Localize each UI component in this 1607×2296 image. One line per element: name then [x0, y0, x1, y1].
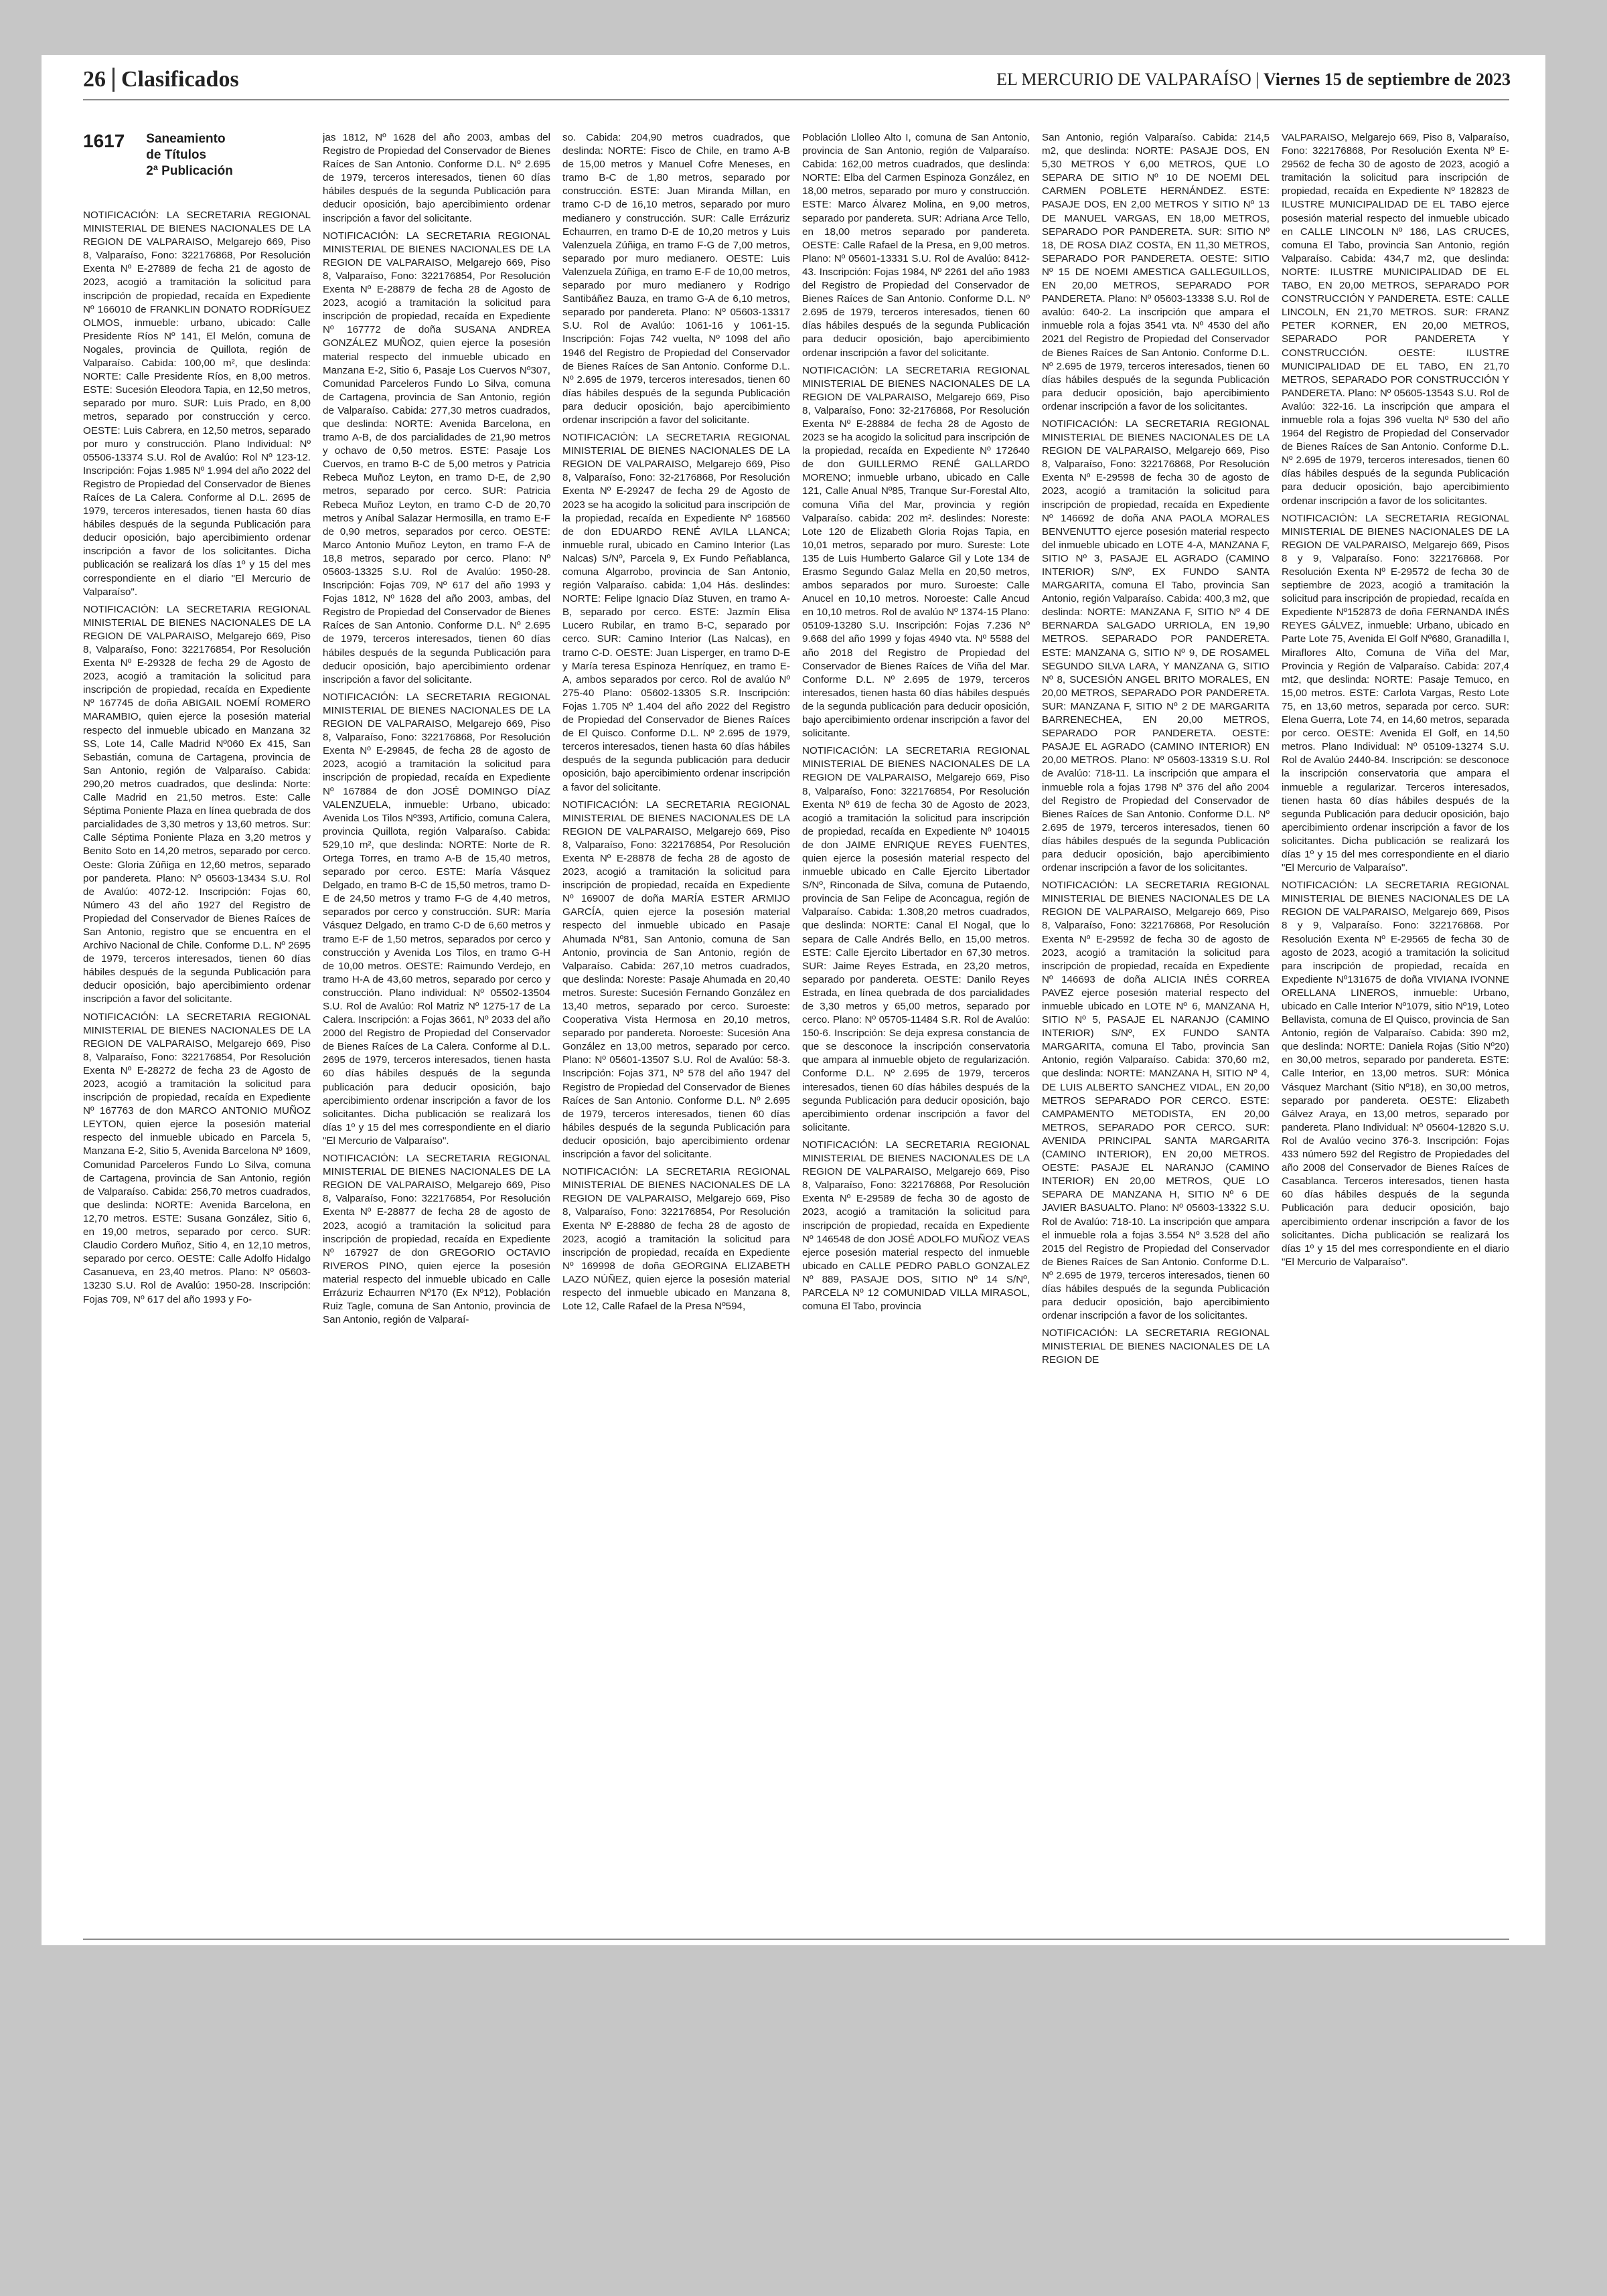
- classified-header: [83, 131, 311, 179]
- title-line-1: Saneamiento: [146, 132, 226, 146]
- notice-paragraph: NOTIFICACIÓN: LA SECRETARIA REGIONAL MINISTERIAL DE BIENES NACIONALES DE LA REGION DE VALPARAISO, Melgarejo 669, Piso 8, Valparaíso, Fono: 322176854, Por Resolución Exenta Nº E-28272 de fecha 23 de Agosto de 2023, acogió a tramitación la solicitud para inscripción de propiedad, recaída en Expediente Nº 167763 de don MARCO ANTONIO MUÑOZ LEYTON, quien ejerce la posesión material respecto del inmueble ubicado en Parcela 5, Manzana E-2, Sitio 5, Avenida Barcelona Nº 1609, Comunidad Parceleros Fundo Lo Silva, comuna de Cartagena, provincia de San Antonio, región de Valparaíso. Cabida: 256,70 metros cuadrados, que deslinda: NORTE: Avenida Barcelona, en 12,70 metros. ESTE: Susana González, Sitio 6, en 19,00 metros, separado por cerco. SUR: Claudio Cordero Muñoz, Sitio 4, en 12,10 metros, separado por cerco. OESTE: Calle Adolfo Hidalgo Casanueva, en 23,40 metros. Plano: Nº 05603-13230 S.U. Rol de Avalúo: 1950-28. Inscripción: Fojas 709, Nº 617 del año 1993 y Fo-: [83, 1011, 311, 1305]
- notice-paragraph: NOTIFICACIÓN: LA SECRETARIA REGIONAL MINISTERIAL DE BIENES NACIONALES DE LA REGION DE: [1042, 1327, 1270, 1366]
- title-line-2: de Títulos: [146, 148, 207, 162]
- notice-paragraph: NOTIFICACIÓN: LA SECRETARIA REGIONAL MINISTERIAL DE BIENES NACIONALES DE LA REGION DE VALPARAISO, Melgarejo 669, Piso 8, Valparaíso, Fono: 322176854, Por Resolución Exenta Nº E-29328 de fecha 29 de Agosto de 2023, acogió a tramitación la solicitud para inscripción de propiedad, recaída en Expediente Nº 167745 de doña ABIGAIL NOEMÍ ROMERO MARAMBIO, quien ejerce la posesión material respecto del inmueble ubicado en Manzana 32 SS, Lote 14, Calle Madrid Nº060 Ex 415, San Sebastián, comuna de Cartagena, provincia de San Antonio, región de Valparaíso. Cabida: 290,20 metros cuadrados, que deslinda: Norte: Calle Madrid en 21,50 metros. Este: Calle Séptima Poniente Plaza en línea quebrada de dos parcialidades de 3,30 metros y 13,60 metros. Sur: Calle Séptima Poniente Plaza en 3,20 metros y Benito Soto en 14,20 metros, separado por cerco. Oeste: Gloria Zúñiga en 12,60 metros, separado por pandereta. Plano: Nº 05603-13434 S.U. Rol de Avalúo: 4072-12. Inscripción: Fojas 60, Número 43 del año 1927 del Registro de Propiedad del Conservador de Bienes Raíces de San Antonio, registro que se encuentra en el Archivo Nacional de Chile. Conforme D.L. Nº 2695 de 1979, terceros interesados, tienen 60 días hábiles después de la segunda Publicación para deducir oposición, bajo apercibimiento ordenar inscripción a favor del solicitante.: [83, 603, 311, 1005]
- notice-paragraph: NOTIFICACIÓN: LA SECRETARIA REGIONAL MINISTERIAL DE BIENES NACIONALES DE LA REGION DE VALPARAISO, Melgarejo 669, Pisos 8 y 9, Valparaíso. Fono: 322176868. Por Resolución Exenta Nº E-29572 de fecha 30 de septiembre de 2023, acogió a tramitación la solicitud para inscripción de propiedad, recaída en Expediente Nº152873 de doña FERNANDA INÉS REYES GÁLVEZ, inmueble: Urbano, ubicado en Parte Lote 75, Avenida El Golf Nº680, Granadilla I, Miraflores Alto, Comuna de Viña del Mar, Provincia y Región de Valparaíso. Cabida: 207,4 mt2, que deslinda: NORTE: Pasaje Temuco, en 15,00 metros. ESTE: Carlota Vargas, Resto Lote 75, en 13,60 metros, separada por cerco. SUR: Elena Guerra, Lote 74, en 14,60 metros, separada por cerco. OESTE: Avenida El Golf, en 14,50 metros. Plano Individual: Nº 05109-13274 S.U. Rol de Avalúo 2440-84. Inscripción: se desconoce la inscripción conservatoria que ampara el inmueble a regularizar. Terceros interesados, tienen hasta 60 días hábiles después de la segunda Publicación para deducir oposición, bajo apercibimiento ordenar inscripción a favor de los solicitantes. Dicha publicación se realizará los días 1º y 15 del mes correspondiente en el diario "El Mercurio de Valparaíso".: [1282, 512, 1509, 874]
- classified-code: 1617: [83, 131, 125, 151]
- notice-paragraph: NOTIFICACIÓN: LA SECRETARIA REGIONAL MINISTERIAL DE BIENES NACIONALES DE LA REGION DE VALPARAISO, Melgarejo 669, Piso 8, Valparaíso, Fono: 322176854, Por Resolución Exenta Nº E-28878 de fecha 28 de agosto de 2023, acogió a tramitación la solicitud para inscripción de propiedad, recaída en Expediente Nº 169007 de doña MARÍA ESTER ARMIJO GARCÍA, quien ejerce la posesión material respecto del inmueble ubicado en Pasaje Ahumada Nº81, San Antonio, comuna de San Antonio, provincia de San Antonio, región de Valparaíso. Cabida: 267,10 metros cuadrados, que deslinda: Noreste: Pasaje Ahumada en 20,40 metros. Sureste: Sucesión Fernando González en 13,40 metros, separado por cerco. Suroeste: Cooperativa Vista Hermosa en 20,10 metros, separado por pandereta. Noroeste: Sucesión Ana González en 13,00 metros, separado por cerco. Plano: Nº 05601-13507 S.U. Rol de Avalúo: 58-3. Inscripción: Fojas 371, Nº 578 del año 1947 del Registro de Propiedad del Conservador de Bienes Raíces de San Antonio. Conforme D.L. Nº 2.695 de 1979, terceros interesados, tienen 60 días hábiles después de la segunda Publicación para deducir oposición, bajo apercibimiento ordenar inscripción a favor del solicitante.: [562, 799, 790, 1161]
- column-4: [802, 131, 1030, 1945]
- notice-paragraph: NOTIFICACIÓN: LA SECRETARIA REGIONAL MINISTERIAL DE BIENES NACIONALES DE LA REGION DE VALPARAISO, Melgarejo 669, Piso 8, Valparaíso, Fono: 32-2176868, Por Resolución Exenta Nº E-29247 de fecha 29 de Agosto de 2023 se ha acogido la solicitud para inscripción de la propiedad, recaída en Expediente Nº 168560 de don EDUARDO RENÉ AVILA LLANCA; inmueble rural, ubicado en Camino Interior (Las Nalcas) S/Nº, Parcela 9, Ex Fundo Peñablanca, comuna Algarrobo, provincia de San Antonio, región Valparaíso. cabida: 1,04 Hás. deslindes: NORTE: Felipe Ignacio Díaz Stuven, en tramo A-B, separado por cerco. ESTE: Jazmín Elisa Lucero Rubilar, en tramo B-C, separado por cerco. SUR: Camino Interior (Las Nalcas), en tramo C-D. OESTE: Juan Lisperger, en tramo D-E y María teresa Espinoza Henríquez, en tramo E-A, ambos separados por cerco. Rol de avalúo Nº 275-40 Plano: 05602-13305 S.R. Inscripción: Fojas 1.705 Nº 1.404 del año 2022 del Registro de Propiedad del Conservador de Bienes Raíces de El Quisco. Conforme D.L. Nº 2.695 de 1979, terceros interesados, tienen hasta 60 días hábiles después de la segunda publicación para deducir oposición, bajo apercibimiento ordenar inscripción a favor del solicitante.: [562, 432, 790, 793]
- classified-columns: [83, 131, 1509, 1945]
- notice-paragraph: jas 1812, Nº 1628 del año 2003, ambas del Registro de Propiedad del Conservador de Bienes Raíces de San Antonio. Conforme D.L. Nº 2.695 de 1979, terceros interesados, tienen 60 días hábiles después de la segunda Publicación para deducir oposición, bajo apercibimiento ordenar inscripción a favor del solicitante.: [323, 132, 550, 224]
- notice-paragraph: NOTIFICACIÓN: LA SECRETARIA REGIONAL MINISTERIAL DE BIENES NACIONALES DE LA REGION DE VALPARAISO, Melgarejo 669, Piso 8, Valparaíso, Fono: 32-2176868, Por Resolución Exenta Nº E-28884 de fecha 28 de Agosto de 2023 se ha acogido la solicitud para inscripción de la propiedad, recaída en Expediente Nº 172640 de don GUILLERMO RENÉ GALLARDO MORENO; inmueble urbano, ubicado en Calle 121, Calle Anual Nº85, Tranque Sur-Forestal Alto, comuna Viña del Mar, provincia y región Valparaíso. cabida: 202 m². deslindes: Noreste: Lote 120 de Elizabeth Gloria Rojas Tapia, en 10,01 metros, separado por muro. Sureste: Lote 135 de Luis Humberto Galarce Gil y Lote 134 de Erasmo Segundo Galaz Mella en 20,50 metros, ambos separados por muro. Suroeste: Calle Anucel en 10,10 metros. Noroeste: Calle Ancud en 10,10 metros. Rol de avalúo Nº 1374-15 Plano: 05109-13280 S.U. Inscripción: Fojas 7.236 Nº 9.668 del año 1999 y fojas 4940 vta. Nº 5588 del año 2018 del Registro de Propiedad del Conservador de Bienes Raíces de Viña del Mar. Conforme D.L. Nº 2.695 de 1979, terceros interesados, tienen hasta 60 días hábiles después de la segunda publicación para deducir oposición, bajo apercibimiento ordenar inscripción a favor del solicitante.: [802, 364, 1030, 740]
- classified-title: [146, 131, 233, 179]
- notice-paragraph: NOTIFICACIÓN: LA SECRETARIA REGIONAL MINISTERIAL DE BIENES NACIONALES DE LA REGION DE VALPARAISO, Melgarejo 669, Piso 8, Valparaíso, Fono: 322176868, Por Resolución Exenta Nº E-29845, de fecha 28 de agosto de 2023, acogió a tramitación la solicitud para inscripción de propiedad, recaída en Expediente Nº 167884 de don JOSÉ DOMINGO DÍAZ VALENZUELA, inmueble: Urbano, ubicado: Avenida Los Tilos Nº393, Artificio, comuna Calera, provincia Quillota, región Valparaíso. Cabida: 529,10 m², que deslinda: NORTE: Norte de R. Ortega Torres, en tramo A-B de 15,40 metros, separado por cerco. ESTE: María Vásquez Delgado, en tramo B-C de 15,50 metros, tramo D-E de 24,50 metros y tramo F-G de 4,40 metros, separados por cerco y construcción. SUR: María Vásquez Delgado, en tramo C-D de 6,60 metros y tramo E-F de 1,50 metros, separados por cerco y construcción y Avenida Los Tilos, en tramo G-H de 10,00 metros. OESTE: Raimundo Verdejo, en tramo H-A de 43,60 metros, separado por cerco y construcción. Plano individual: Nº 05502-13504 S.U. Rol de Avalúo: Rol Matriz Nº 1275-17 de La Calera. Inscripción: a Fojas 3661, Nº 2033 del año 2000 del Registro de Propiedad del Conservador de Bienes Raíces de La Calera. Conforme al D.L. 2695 de 1979, terceros interesados, tienen hasta 60 días hábiles después de la segunda publicación para deducir oposición, bajo apercibimiento ordenar inscripción a favor de los solicitantes. Dicha publicación se realizará los días 1º y 15 del mes correspondiente en el diario "El Mercurio de Valparaíso".: [323, 691, 550, 1147]
- notice-paragraph: VALPARAISO, Melgarejo 669, Piso 8, Valparaíso, Fono: 322176868, Por Resolución Exenta Nº E-29562 de fecha 30 de agosto de 2023, acogió a tramitación la solicitud para inscripción de propiedad, recaída en Expediente Nº 182823 de ILUSTRE MUNICIPALIDAD DE EL TABO ejerce posesión material respecto del inmueble ubicado en CALLE LINCOLN Nº 186, LAS CRUCES, comuna El Tabo, provincia San Antonio, región Valparaíso. Cabida: 434,7 m2, que deslinda: NORTE: ILUSTRE MUNICIPALIDAD DE EL TABO, EN 20,00 METROS, SEPARADO POR CONSTRUCCIÓN Y PANDERETA. ESTE: CALLE LINCOLN, EN 21,70 METROS. SUR: FRANZ PETER KORNER, EN 20,00 METROS, SEPARADO POR PANDERETA Y CONSTRUCCIÓN. OESTE: ILUSTRE MUNICIPALIDAD DE EL TABO, EN 21,70 METROS, SEPARADO POR CONSTRUCCIÓN Y PANDERETA. Plano: Nº 05605-13543 S.U. Rol de Avalúo: 322-16. La inscripción que ampara el inmueble rola a fojas 396 vuelta Nº 530 del año 1964 del Registro de Propiedad del Conservador de Bienes Raíces de San Antonio. Conforme D.L. Nº 2.695 de 1979, terceros interesados, tienen 60 días hábiles después de la segunda Publicación para deducir oposición, bajo apercibimiento ordenar inscripción a favor de los solicitantes.: [1282, 132, 1509, 507]
- title-line-3: 2ª Publicación: [146, 164, 233, 178]
- page-number: 26: [83, 67, 106, 92]
- header-divider: [112, 68, 114, 92]
- notice-paragraph: NOTIFICACIÓN: LA SECRETARIA REGIONAL MINISTERIAL DE BIENES NACIONALES DE LA REGION DE VALPARAISO, Melgarejo 669, Piso 8, Valparaíso, Fono: 322176868, Por Resolución Exenta Nº E-29592 de fecha 30 de agosto de 2023, acogió a tramitación la solicitud para inscripción de propiedad, recaída en Expediente Nº 146693 de doña ALICIA INÉS CORREA PAVEZ ejerce posesión material respecto del inmueble ubicado en LOTE Nº 6, MANZANA H, SITIO Nº 5, PASAJE EL NARANJO (CAMINO INTERIOR) S/Nº, EX FUNDO SANTA MARGARITA, comuna El Tabo, provincia San Antonio, región Valparaíso. Cabida: 370,60 m2, que deslinda: NORTE: MANZANA H, SITIO Nº 4, DE LUIS ALBERTO SANCHEZ VIDAL, EN 20,00 METROS SEPARADO POR CERCO. ESTE: CAMPAMENTO METODISTA, EN 20,00 METROS, SEPARADO POR CERCO. SUR: AVENIDA PRINCIPAL SANTA MARGARITA (CAMINO INTERIOR), EN 20,00 METROS. OESTE: PASAJE EL NARANJO (CAMINO INTERIOR) EN 20,00 METROS, QUE LO SEPARA DE MANZANA H, SITIO Nº 6 DE JAVIER BASUALTO. Plano: Nº 05603-13322 S.U. Rol de Avalúo: 718-10. La inscripción que ampara el inmueble rola a fojas 3.554 Nº 3.528 del año 2015 del Registro de Propiedad del Conservador de Bienes Raíces de San Antonio. Conforme D.L. Nº 2.695 de 1979, terceros interesados, tienen 60 días hábiles después de la segunda Publicación para deducir oposición, bajo apercibimiento ordenar inscripción a favor de los solicitantes.: [1042, 880, 1270, 1322]
- notice-paragraph: NOTIFICACIÓN: LA SECRETARIA REGIONAL MINISTERIAL DE BIENES NACIONALES DE LA REGION DE VALPARAISO, Melgarejo 669, Piso 8, Valparaíso, Fono: 322176868, Por Resolución Exenta Nº E-29598 de fecha 30 de agosto de 2023, acogió a tramitación la solicitud para inscripción de propiedad, recaída en Expediente Nº 146692 de doña ANA PAOLA MORALES BENVENUTTO ejerce posesión material respecto del inmueble ubicado en LOTE 4-A, MANZANA F, SITIO Nº 3, PASAJE EL AGRADO (CAMINO INTERIOR) S/Nº, EX FUNDO SANTA MARGARITA, comuna El Tabo, provincia San Antonio, región Valparaíso. Cabida: 400,3 m2, que deslinda: NORTE: MANZANA F, SITIO Nº 4 DE BERNARDA SALGADO URRIOLA, EN 19,90 METROS. SEPARADO POR PANDERETA. ESTE: MANZANA G, SITIO Nº 9, DE ROSAMEL SEGUNDO SILVA LARA, Y MANZANA G, SITIO Nº 8, SUCESIÓN ANGEL BRITO MORALES, EN 20,00 METROS, SEPARADO POR PANDERETA. SUR: MANZANA F, SITIO Nº 2 DE MARGARITA BARRENECHEA, EN 20,00 METROS, SEPARADO POR PANDERETA. OESTE: PASAJE EL AGRADO (CAMINO INTERIOR) EN 20,00 METROS. Plano: Nº 05603-13319 S.U. Rol de Avalúo: 718-11. La inscripción que ampara el inmueble rola a fojas 1798 Nº 376 del año 2004 del Registro de Propiedad del Conservador de Bienes Raíces de San Antonio. Conforme D.L. Nº 2.695 de 1979, terceros interesados, tienen 60 días hábiles después de la segunda Publicación para deducir oposición, bajo apercibimiento ordenar inscripción a favor de los solicitantes.: [1042, 418, 1270, 874]
- column-3: [562, 131, 790, 1945]
- notice-paragraph: NOTIFICACIÓN: LA SECRETARIA REGIONAL MINISTERIAL DE BIENES NACIONALES DE LA REGION DE VALPARAISO, Melgarejo 669, Piso 8, Valparaíso, Fono: 322176854, Por Resolución Exenta Nº E-28879 de fecha 28 de Agosto de 2023, acogió a tramitación la solicitud para inscripción de propiedad, recaída en Expediente Nº 167772 de doña SUSANA ANDREA GONZÁLEZ MUÑOZ, quien ejerce la posesión material respecto del inmueble ubicado en Manzana E-2, Sitio 6, Pasaje Los Cuervos Nº307, Comunidad Parceleros Fundo Lo Silva, comuna de Cartagena, provincia de San Antonio, región de Valparaíso. Cabida: 277,30 metros cuadrados, que deslinda: NORTE: Avenida Barcelona, en tramo A-B, de dos parcialidades de 21,90 metros y ochavo de 0,50 metros. ESTE: Pasaje Los Cuervos, en tramo B-C de 5,00 metros y Patricia Rebeca Muñoz Leyton, en tramo D-E, de 2,90 metros, separado por cerco. SUR: Patricia Rebeca Muñoz Leyton, en tramo C-D de 20,70 metros y Aníbal Salazar Hermosilla, en tramo E-F de 0,90 metros, separados por cerco. OESTE: Marco Antonio Muñoz Leyton, en tramo F-A de 18,8 metros, separado por cerco. Plano: Nº 05603-13325 S.U. Rol de Avalúo: 1950-28. Inscripción: Fojas 709, Nº 617 del año 1993 y Fojas 1812, Nº 1628 del año 2003, ambas, del Registro de Propiedad del Conservador de Bienes Raíces de San Antonio. Conforme D.L. Nº 2.695 de 1979, terceros interesados, tienen 60 días hábiles después de la segunda Publicación para deducir oposición, bajo apercibimiento ordenar inscripción a favor del solicitante.: [323, 230, 550, 685]
- page-header: [42, 60, 1545, 99]
- masthead-info: EL MERCURIO DE VALPARAÍSO | Viernes 15 de septiembre de 2023: [996, 70, 1511, 89]
- column-2: [323, 131, 550, 1945]
- column-6: [1282, 131, 1509, 1945]
- column-5: [1042, 131, 1270, 1945]
- notice-paragraph: NOTIFICACIÓN: LA SECRETARIA REGIONAL MINISTERIAL DE BIENES NACIONALES DE LA REGION DE VALPARAISO, Melgarejo 669, Piso 8, Valparaíso, Fono: 322176854, Por Resolución Exenta Nº E-28880 de fecha 28 de agosto de 2023, acogió a tramitación la solicitud para inscripción de propiedad, recaída en Expediente Nº 169998 de doña GEORGINA ELIZABETH LAZO NÚÑEZ, quien ejerce la posesión material respecto del inmueble ubicado en Manzana 8, Lote 12, Calle Rafael de la Presa Nº594,: [562, 1166, 790, 1313]
- publication-date: Viernes 15 de septiembre de 2023: [1263, 70, 1511, 89]
- notice-paragraph: San Antonio, región Valparaíso. Cabida: 214,5 m2, que deslinda: NORTE: PASAJE DOS, EN 5,30 METROS Y 6,00 METROS, QUE LO SEPARA DE SITIO Nº 10 DE NOEMI DEL CARMEN POBLETE HERNÁNDEZ. ESTE: PASAJE DOS, EN 2,00 METROS Y SITIO Nº 13 DE MANUEL VARGAS, EN 18,00 METROS, SEPARADO POR PANDERETA. SUR: SITIO Nº 18, DE ROSA DIAZ COSTA, EN 11,30 METROS, SEPARADO POR PANDERETA. OESTE: SITIO Nº 15 DE NOEMI AMESTICA GALLEGUILLOS, EN 20,00 METROS, SEPARADO POR PANDERETA. Plano: Nº 05603-13338 S.U. Rol de avalúo: 640-2. La inscripción que ampara el inmueble rola a fojas 3541 vta. Nº 4530 del año 2021 del Registro de Propiedad del Conservador de Bienes Raíces de San Antonio. Conforme D.L. Nº 2.695 de 1979, terceros interesados, tienen 60 días hábiles después de la segunda Publicación para deducir oposición, bajo apercibimiento ordenar inscripción a favor de los solicitantes.: [1042, 132, 1270, 412]
- notice-paragraph: NOTIFICACIÓN: LA SECRETARIA REGIONAL MINISTERIAL DE BIENES NACIONALES DE LA REGION DE VALPARAISO, Melgarejo 669, Piso 8, Valparaíso, Fono: 322176868, Por Resolución Exenta Nº E-27889 de fecha 21 de agosto de 2023, acogió a tramitación la solicitud para inscripción de propiedad, recaída en Expediente Nº 166010 de FRANKLIN DONATO RODRÍGUEZ OLMOS, inmueble: urbano, ubicado: Calle Presidente Ríos Nº 141, El Melón, comuna de Nogales, provincia de Quillota, región de Valparaíso. Cabida: 100,00 m², que deslinda: NORTE: Calle Presidente Ríos, en 8,00 metros. ESTE: Sucesión Eleodora Tapia, en 12,50 metros, separado por muro. SUR: Luis Prado, en 8,00 metros, separado por construcción y cerco. OESTE: Luis Cabrera, en 12,50 metros, separado por muro y construcción. Plano Individual: Nº 05506-13374 S.U. Rol de Avalúo: Rol Nº 123-12. Inscripción: Fojas 1.985 Nº 1.994 del año 2022 del Registro de Propiedad del Conservador de Bienes Raíces de La Calera. Conforme al D.L. 2695 de 1979, terceros interesados, tienen hasta 60 días hábiles después de la segunda Publicación para deducir oposición, bajo apercibimiento ordenar inscripción a favor de los solicitantes. Dicha publicación se realizará los días 1º y 15 del mes correspondiente en el diario "El Mercurio de Valparaíso".: [83, 210, 311, 598]
- notice-paragraph: Población Llolleo Alto I, comuna de San Antonio, provincia de San Antonio, región de Valparaíso. Cabida: 162,00 metros cuadrados, que deslinda: NORTE: Elba del Carmen Espinoza González, en 18,00 metros, separado por muro y construcción. ESTE: Marco Álvarez Molina, en 9,00 metros, separado por pandereta. SUR: Adriana Arce Tello, en 18,00 metros separado por pandereta. OESTE: Calle Rafael de la Presa, en 9,00 metros. Plano: Nº 05601-13331 S.U. Rol de Avalúo: 8412-43. Inscripción: Fojas 1984, Nº 2261 del año 1983 del Registro de Propiedad del Conservador de Bienes Raíces de San Antonio. Conforme D.L. Nº 2.695 de 1979, terceros interesados, tienen 60 días hábiles después de la segunda Publicación para deducir oposición, bajo apercibimiento ordenar inscripción a favor del solicitante.: [802, 132, 1030, 359]
- notice-paragraph: NOTIFICACIÓN: LA SECRETARIA REGIONAL MINISTERIAL DE BIENES NACIONALES DE LA REGION DE VALPARAISO, Melgarejo 669, Pisos 8 y 9, Valparaíso. Fono: 322176868. Por Resolución Exenta Nº E-29565 de fecha 30 de agosto de 2023, acogió a tramitación la solicitud para inscripción de propiedad, recaída en Expediente Nº131675 de doña VIVIANA IVONNE ORELLANA LINEROS, inmueble: Urbano, ubicado en Calle Interior Nº1079, sitio Nº19, Loteo Bellavista, comuna de El Quisco, provincia de San Antonio, región de Valparaíso. Cabida: 390 m2, que deslinda: NORTE: Daniela Rojas (Sitio Nº20) en 30,00 metros, separado por pandereta. ESTE: Calle Interior, en 13,00 metros. SUR: Mónica Vásquez Marchant (Sitio Nº18), en 30,00 metros, separado por pandereta. OESTE: Elizabeth Gálvez Araya, en 13,00 metros, separado por pandereta. Plano Individual: Nº 05604-12820 S.U. Rol de Avalúo vecino 376-3. Inscripción: Fojas 433 número 592 del Registro de Propiedades del año 2008 del Conservador de Bienes Raíces de Casablanca. Terceros interesados, tienen hasta 60 días hábiles después de la segunda Publicación para deducir oposición, bajo apercibimiento ordenar inscripción a favor de los solicitantes. Dicha publicación se realizará los días 1º y 15 del mes correspondiente en el diario "El Mercurio de Valparaíso".: [1282, 880, 1509, 1268]
- publication-name: EL MERCURIO DE VALPARAÍSO: [996, 70, 1251, 89]
- notice-paragraph: NOTIFICACIÓN: LA SECRETARIA REGIONAL MINISTERIAL DE BIENES NACIONALES DE LA REGION DE VALPARAISO, Melgarejo 669, Piso 8, Valparaíso, Fono: 322176868, Por Resolución Exenta Nº E-29589 de fecha 30 de agosto de 2023, acogió a tramitación la solicitud para inscripción de propiedad, recaída en Expediente Nº 146548 de don JOSÉ ADOLFO MUÑOZ VEAS ejerce posesión material respecto del inmueble ubicado en CALLE PEDRO PABLO GONZALEZ Nº 889, PASAJE DOS, SITIO Nº 14 S/Nº, PARCELA Nº 12 COMUNIDAD VILLA MIRASOL, comuna El Tabo, provincia: [802, 1139, 1030, 1313]
- notice-paragraph: so. Cabida: 204,90 metros cuadrados, que deslinda: NORTE: Fisco de Chile, en tramo A-B de 15,00 metros y Manuel Cofre Meneses, en tramo B-C de 1,80 metros, separado por construcción. ESTE: Juan Miranda Millan, en tramo C-D de 16,10 metros, separado por muro medianero y construcción. SUR: Calle Errázuriz Echaurren, en tramo D-E de 10,20 metros y Luis Valenzuela Zúñiga, en tramo F-G de 7,00 metros, separado por muro medianero. OESTE: Luis Valenzuela Zúñiga, en tramo E-F de 10,00 metros, separado por muro medianero y Rodrigo Santibáñez Bauza, en tramo G-A de 6,10 metros, separado por pandereta. Plano: Nº 05603-13317 S.U. Rol de Avalúo: 1061-16 y 1061-15. Inscripción: Fojas 742 vuelta, Nº 1098 del año 1946 del Registro de Propiedad del Conservador de Bienes Raíces de San Antonio. Conforme D.L. Nº 2.695 de 1979, terceros interesados, tienen 60 días hábiles después de la segunda Publicación para deducir oposición, bajo apercibimiento ordenar inscripción a favor del solicitante.: [562, 132, 790, 426]
- header-rule: [83, 99, 1509, 100]
- section-title: Clasificados: [121, 67, 239, 92]
- column-1: [83, 131, 311, 1945]
- notice-paragraph: NOTIFICACIÓN: LA SECRETARIA REGIONAL MINISTERIAL DE BIENES NACIONALES DE LA REGION DE VALPARAISO, Melgarejo 669, Piso 8, Valparaíso, Fono: 322176854, Por Resolución Exenta Nº E-28877 de fecha 28 de agosto de 2023, acogió a tramitación la solicitud para inscripción de propiedad, recaída en Expediente Nº 167927 de don GREGORIO OCTAVIO RIVEROS PINO, quien ejerce la posesión material respecto del inmueble ubicado en Calle Errázuriz Echaurren Nº170 (Ex Nº12), Población Ruiz Tagle, comuna de San Antonio, provincia de San Antonio, región de Valparaí-: [323, 1153, 550, 1326]
- notice-paragraph: NOTIFICACIÓN: LA SECRETARIA REGIONAL MINISTERIAL DE BIENES NACIONALES DE LA REGION DE VALPARAISO, Melgarejo 669, Piso 8, Valparaíso, Fono: 322176854, Por Resolución Exenta Nº 619 de fecha 30 de Agosto de 2023, acogió a tramitación la solicitud para inscripción de propiedad, recaída en Expediente Nº 104015 de don JAIME ENRIQUE REYES FUENTES, quien ejerce la posesión material respecto del inmueble ubicado en Calle Ejercito Libertador S/Nº, Rinconada de Silva, comuna de Putaendo, provincia de San Felipe de Aconcagua, región de Valparaíso. Cabida: 1.308,20 metros cuadrados, que deslinda: NORTE: Canal El Nogal, que lo separa de Calle Andrés Bello, en 15,00 metros. ESTE: Calle Ejercito Libertador en 67,30 metros. SUR: Jaime Reyes Estrada, en 23,20 metros, separado por pandereta. OESTE: Danilo Reyes Estrada, en línea quebrada de dos parcialidades de 3,30 metros y 65,00 metros, separado por cerco. Plano: Nº 05705-11484 S.R. Rol de Avalúo: 150-6. Inscripción: Se deja expresa constancia de que se desconoce la inscripción conservatoria que ampara al inmueble objeto de regularización. Conforme D.L. Nº 2.695 de 1979, terceros interesados, tienen 60 días hábiles después de la segunda Publicación para deducir oposición, bajo apercibimiento ordenar inscripción a favor del solicitante.: [802, 745, 1030, 1133]
